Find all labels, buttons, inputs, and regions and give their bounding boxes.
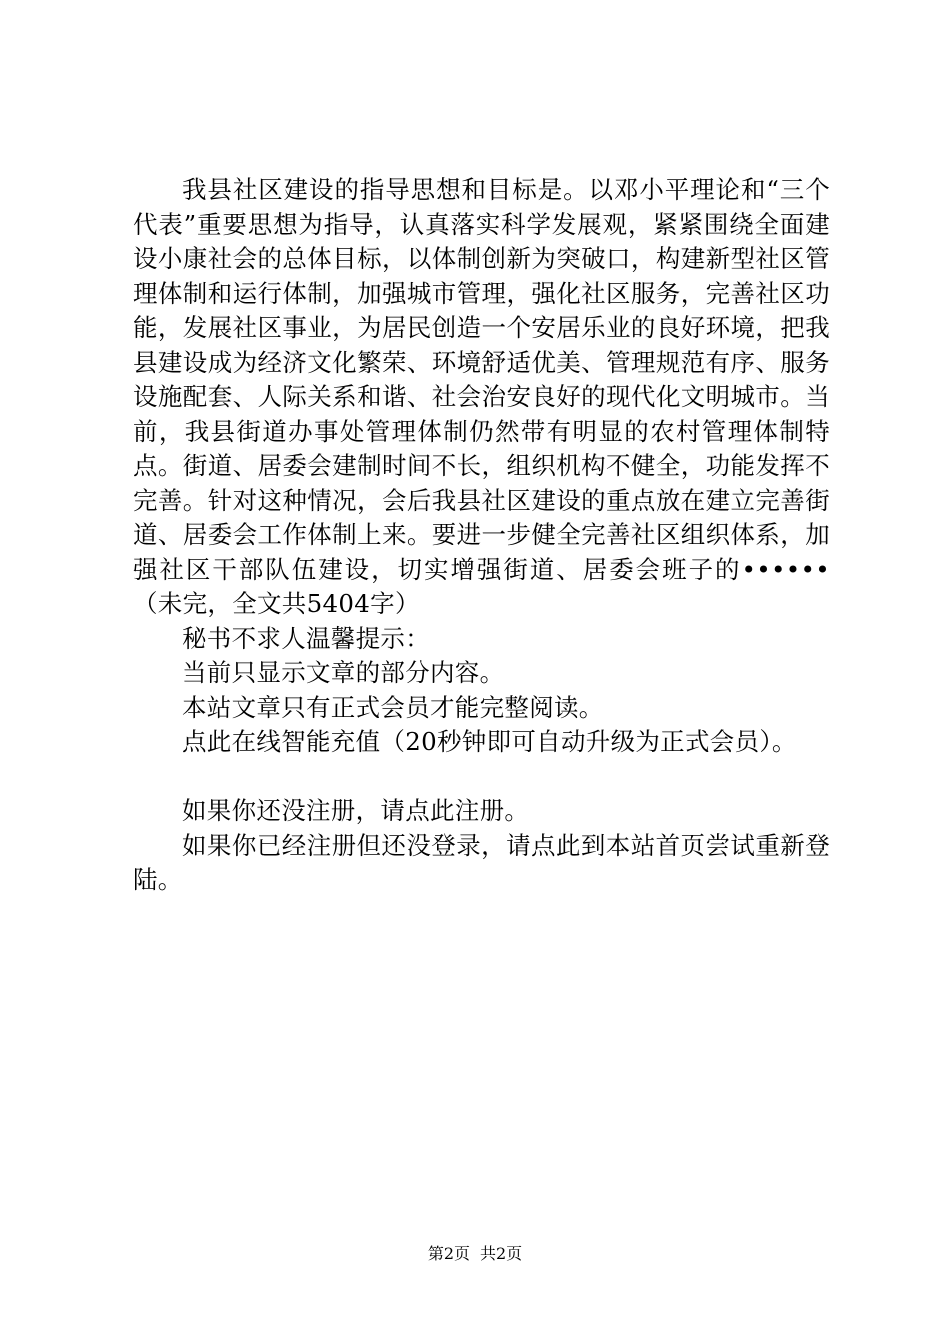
blank-line: [133, 760, 830, 795]
notice-line-members-only: 本站文章只有正式会员才能完整阅读。: [182, 692, 604, 722]
register-link[interactable]: 如果你还没注册，请点此注册。: [182, 796, 530, 825]
notice-title: 秘书不求人温馨提示：: [182, 623, 430, 653]
main-paragraph: 我县社区建设的指导思想和目标是。以邓小平理论和“三个代表”重要思想为指导，认真落实科学发展观，紧紧围绕全面建设小康社会的总体目标，以体制创新为突破口，构建新型社区管理体制和运行体制，加强城市管理，强化社区服务，完善社区功能，发展社区事业，为居民创造一个安居乐业的良好环境，把我县建设成为经济文化繁荣、环境舒适优美、管理规范有序、服务设施配套、人际关系和谐、社会治安良好的现代化文明城市。当前，我县街道办事处管理体制仍然带有明显的农村管理体制特点。街道、居委会建制时间不长，组织机构不健全，功能发挥不完善。针对这种情况，会后我县社区建设的重点放在建立完善街道、居委会工作体制上来。要进一步健全完善社区组织体系，加强社区干部队伍建设，切实增强街道、居委会班子的••••••（未完，全文共5404字）: [133, 175, 830, 618]
page-footer: [0, 1244, 950, 1264]
login-link[interactable]: 如果你已经注册但还没登录，请点此到本站首页尝试重新登陆。: [133, 830, 830, 894]
document-body: [133, 173, 830, 898]
page-number-total: 共2页: [480, 1244, 523, 1263]
recharge-link[interactable]: 点此在线智能充值（20秒钟即可自动升级为正式会员）。: [182, 727, 797, 756]
page-number-current: 第2页: [427, 1244, 470, 1263]
notice-line-partial-content: 当前只显示文章的部分内容。: [182, 658, 505, 687]
